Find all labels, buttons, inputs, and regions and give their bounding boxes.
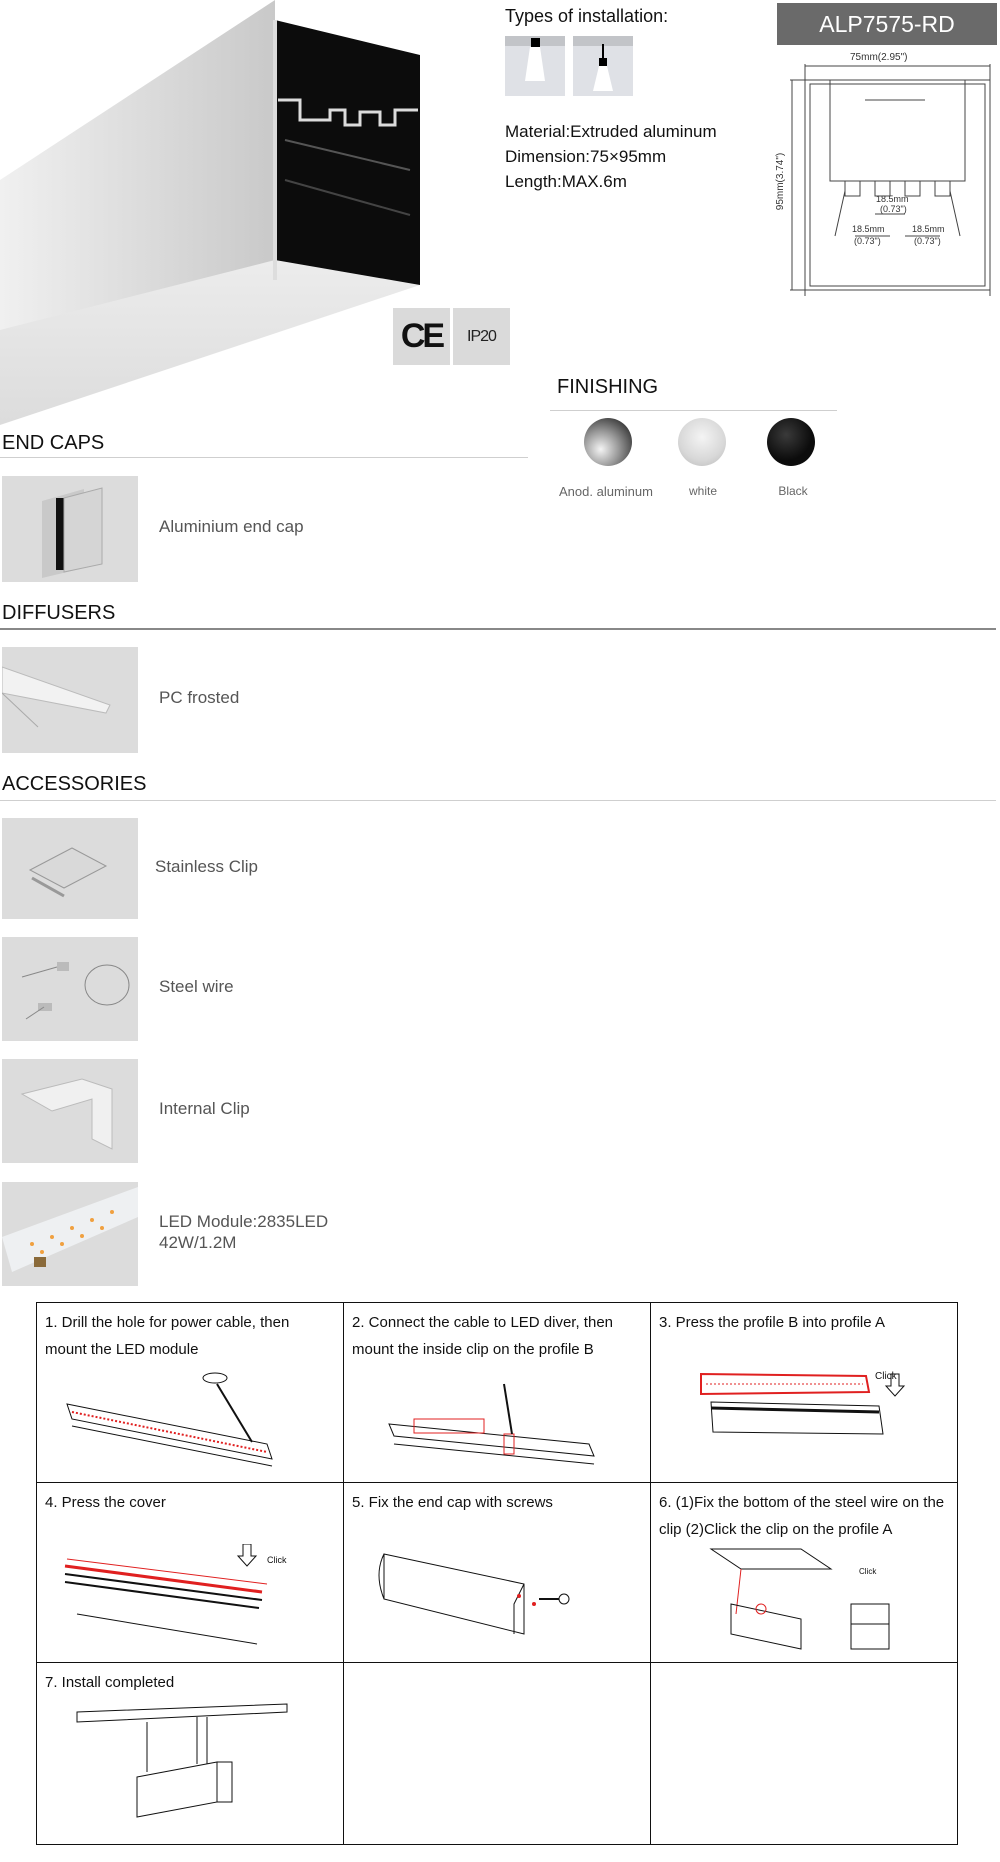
step-5-illustration	[344, 1544, 644, 1654]
step-3-illustration	[651, 1364, 951, 1474]
diffuser-label: PC frosted	[159, 688, 240, 707]
step-7-illustration	[37, 1702, 337, 1822]
accessories-divider	[0, 800, 996, 801]
finish-swatch-anodized[interactable]	[584, 418, 632, 466]
step-cell-3	[651, 1303, 958, 1483]
right-pitch-inch: (0.73")	[914, 236, 941, 246]
led-module-thumbnail	[2, 1182, 138, 1286]
step-1-illustration	[37, 1364, 337, 1474]
end-caps-title: END CAPS	[2, 432, 105, 454]
accessories-title: ACCESSORIES	[2, 773, 147, 795]
internal-clip-thumbnail	[2, 1059, 138, 1163]
diffusers-divider	[0, 628, 996, 630]
left-pitch-inch: (0.73")	[854, 236, 881, 246]
step-cell-5	[344, 1483, 651, 1663]
step-cell-7	[37, 1663, 344, 1845]
finishing-divider	[550, 410, 837, 411]
step-1-text: 1. Drill the hole for power cable, then mount the LED module	[45, 1314, 290, 1358]
internal-clip-label: Internal Clip	[159, 1099, 250, 1118]
step-4-click-note: Click	[267, 1555, 287, 1565]
led-module-label: LED Module:2835LED	[159, 1212, 329, 1231]
diffusers-title: DIFFUSERS	[2, 602, 116, 624]
finish-swatch-black[interactable]	[767, 418, 815, 466]
spec-dimension: Dimension:75×95mm	[505, 147, 667, 166]
spec-length: Length:MAX.6m	[505, 172, 627, 191]
recessed-install-icon	[505, 36, 565, 96]
end-cap-thumbnail	[2, 476, 138, 582]
spec-material: Material:Extruded aluminum	[505, 122, 717, 141]
end-caps-divider	[0, 457, 528, 458]
step-6-click-note: Click	[859, 1567, 877, 1576]
step-cell-4	[37, 1483, 344, 1663]
step-cell-6	[651, 1483, 958, 1663]
step-cell-empty-9	[651, 1663, 958, 1845]
step-7-text: 7. Install completed	[45, 1674, 175, 1691]
diffuser-thumbnail	[2, 647, 138, 753]
step-2-illustration	[344, 1364, 644, 1474]
step-5-text: 5. Fix the end cap with screws	[352, 1494, 553, 1511]
installation-types-title: Types of installation:	[505, 6, 669, 26]
step-6-text: 6. (1)Fix the bottom of the steel wire on the clip (2)Click the clip on the profile A	[659, 1494, 945, 1538]
model-code-badge: ALP7575-RD	[777, 3, 997, 45]
suspended-install-icon	[573, 36, 633, 96]
left-pitch-label: 18.5mm	[852, 224, 885, 234]
ce-mark-badge: CE	[393, 308, 450, 365]
stainless-clip-thumbnail	[2, 818, 138, 919]
center-pitch-label: 18.5mm	[876, 194, 909, 204]
end-cap-label: Aluminium end cap	[159, 517, 304, 536]
height-dimension-label: 95mm(3.74")	[775, 152, 787, 211]
step-cell-2	[344, 1303, 651, 1483]
finish-label-anodized: Anod. aluminum	[559, 484, 653, 499]
step-cell-1	[37, 1303, 344, 1483]
finish-label-black: Black	[778, 484, 808, 498]
ip-rating-badge: IP20	[453, 308, 510, 365]
step-2-text: 2. Connect the cable to LED diver, then mount the inside clip on the profile B	[352, 1314, 613, 1358]
center-pitch-inch: (0.73")	[880, 204, 907, 214]
installation-steps-table	[36, 1302, 958, 1845]
step-4-illustration	[37, 1544, 337, 1654]
step-3-text: 3. Press the profile B into profile A	[659, 1314, 885, 1331]
step-4-text: 4. Press the cover	[45, 1494, 166, 1511]
finish-label-white: white	[688, 484, 717, 498]
steel-wire-label: Steel wire	[159, 977, 234, 996]
step-6-illustration	[651, 1544, 951, 1654]
step-3-click-note: Click	[875, 1371, 897, 1382]
steel-wire-thumbnail	[2, 937, 138, 1041]
led-module-spec: 42W/1.2M	[159, 1233, 237, 1252]
finish-swatch-white[interactable]	[678, 418, 726, 466]
finishing-title: FINISHING	[557, 376, 659, 398]
step-cell-empty-8	[344, 1663, 651, 1845]
right-pitch-label: 18.5mm	[912, 224, 945, 234]
width-dimension-label: 75mm(2.95")	[850, 52, 908, 63]
cross-section-drawing	[775, 46, 1000, 296]
stainless-clip-label: Stainless Clip	[155, 857, 258, 876]
